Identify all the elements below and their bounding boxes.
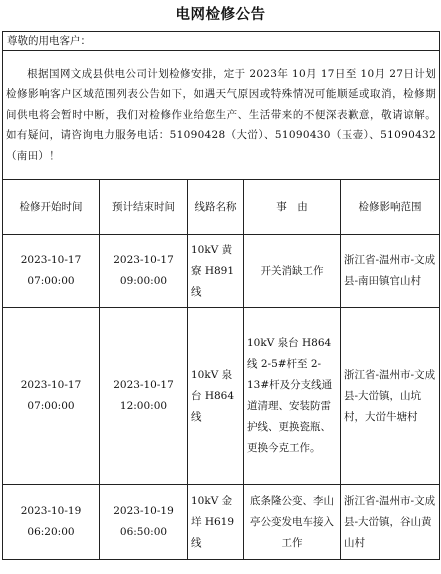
- start-time-cell: [3, 485, 100, 560]
- start-time-cell: [3, 235, 100, 308]
- line-name-cell: 10kV 泉台 H864 线: [188, 308, 244, 485]
- start-date: 2023-10-17: [20, 254, 82, 266]
- area-cell: 浙江省-温州市-文成县-南田镇官山村: [341, 235, 440, 308]
- reason-cell: 开关消缺工作: [244, 235, 341, 308]
- start-time: 07:00:00: [27, 400, 75, 412]
- table-row: [3, 308, 440, 485]
- end-time: 12:00:00: [119, 400, 168, 412]
- column-header-line: 线路名称: [188, 180, 244, 235]
- end-time-cell: [100, 308, 188, 485]
- end-time: 06:50:00: [119, 526, 168, 538]
- start-date: 2023-10-19: [20, 505, 82, 517]
- end-date: 2023-10-17: [113, 254, 174, 266]
- announcement-body: [3, 51, 440, 180]
- announcement-text: 根据国网文成县供电公司计划检修安排，定于 2023年 10月 17日至 10月 27日计划检修影响客户区域范围列表公告如下，如遇天气原因或特殊情况可能顺延或取消，检修期间供电将会暂时中断，我们对检修作业给您生产、生活带来的不便深表歉意，敬请谅解。如有疑问，请咨询电力服务电话：51090428（大峃）、51090430（玉壶）、51090432（南田）！: [6, 67, 437, 162]
- table-row: [3, 235, 440, 308]
- greeting: 尊敬的用电客户：: [3, 32, 440, 51]
- line-name-cell: 10kV 金垟 H619 线: [188, 485, 244, 560]
- end-date: 2023-10-17: [113, 379, 174, 391]
- reason-cell: 底条隆公变、李山亭公变发电车接入工作: [244, 485, 341, 560]
- end-time: 09:00:00: [119, 275, 168, 287]
- area-cell: 浙江省-温州市-文成县-大峃镇，谷山黄山村: [341, 485, 440, 560]
- table-row: [3, 485, 440, 560]
- page-title: 电网检修公告: [175, 7, 266, 23]
- column-header-end: 预计结束时间: [100, 180, 188, 235]
- start-time: 06:20:00: [27, 526, 75, 538]
- reason-cell: 10kV 泉台 H864 线 2-5#杆至 2-13#杆及分支线通道清理、安装防雷护线、更换瓷瓶、更换今克工作。: [244, 308, 341, 485]
- end-date: 2023-10-19: [113, 505, 174, 517]
- line-name-cell: 10kV 黄寮 H891 线: [188, 235, 244, 308]
- start-time: 07:00:00: [27, 275, 75, 287]
- column-header-start: 检修开始时间: [3, 180, 100, 235]
- table-header-row: [3, 180, 440, 235]
- column-header-area: 检修影响范围: [341, 180, 440, 235]
- start-time-cell: [3, 308, 100, 485]
- end-time-cell: [100, 235, 188, 308]
- column-header-reason: 事 由: [244, 180, 341, 235]
- end-time-cell: [100, 485, 188, 560]
- start-date: 2023-10-17: [20, 379, 82, 391]
- area-cell: 浙江省-温州市-文成县-大峃镇，山坑村，大峃牛塘村: [341, 308, 440, 485]
- notice-table: [2, 31, 440, 560]
